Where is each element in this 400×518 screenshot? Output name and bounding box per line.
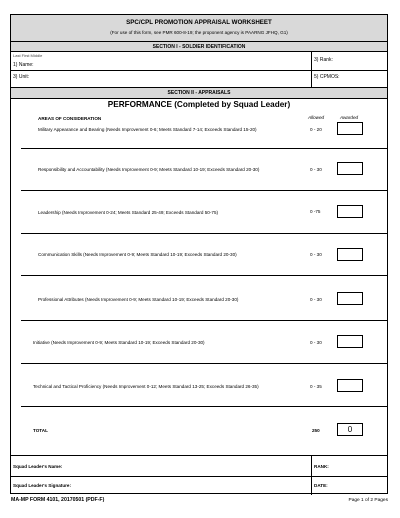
row-divider — [21, 406, 387, 407]
area-leadership: Leadership (Needs Improvement 0-24; Meets Standard 25-49; Exceeds Standard 50-75) — [38, 210, 219, 215]
total-label: TOTAL — [33, 428, 48, 433]
total-awarded: 0 — [337, 423, 363, 436]
name-field[interactable] — [51, 52, 310, 70]
cpmos-label: 5) CPMOS: — [314, 74, 340, 80]
allowed-military-appearance: 0 - 20 — [310, 127, 322, 132]
section1-title: SECTION I - SOLDIER IDENTIFICATION — [152, 43, 246, 50]
page-number: Page 1 of 2 Pages — [348, 498, 388, 503]
squad-leader-name-label: Squad Leader's Name: — [13, 464, 63, 469]
name-label: 1) Name: — [13, 62, 34, 68]
squad-leader-rank-field[interactable] — [333, 456, 387, 476]
allowed-initiative: 0 - 30 — [310, 340, 322, 345]
area-responsibility: Responsibility and Accountability (Needs Improvement 0-9; Meets Standard 10-19; Exceeds Standard 20-30) — [38, 167, 260, 172]
row-divider — [21, 148, 387, 149]
area-professional-attributes: Professional Attributes (Needs Improvement 0-9; Meets Standard 10-19; Exceeds Standard 20-30) — [38, 297, 239, 302]
area-initiative: Initiative (Needs Improvement 0-9; Meets Standard 10-19; Exceeds Standard 20-30) — [33, 340, 205, 345]
appraisal-form — [10, 14, 388, 494]
row-divider — [21, 233, 387, 234]
rank-label: 3) Rank: — [314, 57, 333, 63]
awarded-leadership-input[interactable] — [337, 205, 363, 218]
squad-leader-name-field[interactable] — [71, 456, 310, 476]
row-divider — [21, 363, 387, 364]
unit-field[interactable] — [33, 71, 310, 87]
cpmos-field[interactable] — [341, 71, 387, 87]
awarded-military-appearance-input[interactable] — [337, 122, 363, 135]
awarded-professional-attributes-input[interactable] — [337, 292, 363, 305]
allowed-technical-tactical: 0 - 35 — [310, 384, 322, 389]
awarded-responsibility-input[interactable] — [337, 162, 363, 175]
awarded-technical-tactical-input[interactable] — [337, 379, 363, 392]
row-divider — [21, 275, 387, 276]
allowed-professional-attributes: 0 - 30 — [310, 297, 322, 302]
awarded-initiative-input[interactable] — [337, 335, 363, 348]
awarded-communication-input[interactable] — [337, 248, 363, 261]
areas-header: AREAS OF CONSIDERATION — [38, 116, 102, 121]
squad-leader-signature-label: Squad Leader's Signature: — [13, 483, 72, 488]
row-divider — [21, 320, 387, 321]
date-field[interactable] — [333, 477, 387, 494]
area-technical-tactical: Technical and Tactical Proficiency (Needs Improvement 0-12; Meets Standard 13-25; Exceeds Standard 26-35) — [33, 384, 259, 389]
rank-signature-label: RANK: — [314, 464, 329, 469]
row-divider — [21, 190, 387, 191]
form-subtitle: (For use of this form, see PMR 600-8-19; the proponent agency is PAARNG JFHQ, G1) — [110, 30, 288, 35]
total-allowed: 250 — [312, 428, 320, 433]
form-id: MA-MP FORM 4101, 20170501 (PDF-F) — [11, 497, 105, 503]
area-communication: Communication Skills (Needs Improvement 0-9; Meets Standard 10-19; Exceeds Standard 20-30) — [38, 252, 237, 257]
unit-label: 3) Unit: — [13, 74, 30, 80]
date-label: DATE: — [314, 483, 328, 488]
awarded-header: Awarded — [340, 115, 359, 120]
allowed-leadership: 0 -75 — [310, 209, 321, 214]
name-hint: Last First Middle — [13, 53, 43, 58]
section2-title: SECTION II - APPRAISALS — [167, 90, 231, 96]
area-military-appearance: Military Appearance and Bearing (Needs Improvement 0-6; Meets Standard 7-14; Exceeds Standard 15-20) — [38, 127, 257, 132]
allowed-responsibility: 0 - 30 — [310, 167, 322, 172]
allowed-communication: 0 - 30 — [310, 252, 322, 257]
allowed-header: Allowed — [308, 115, 325, 120]
rank-field[interactable] — [339, 52, 387, 70]
squad-leader-signature-field[interactable] — [81, 477, 310, 494]
performance-title: PERFORMANCE (Completed by Squad Leader) — [107, 100, 291, 109]
form-title: SPC/CPL PROMOTION APPRAISAL WORKSHEET — [126, 19, 272, 26]
